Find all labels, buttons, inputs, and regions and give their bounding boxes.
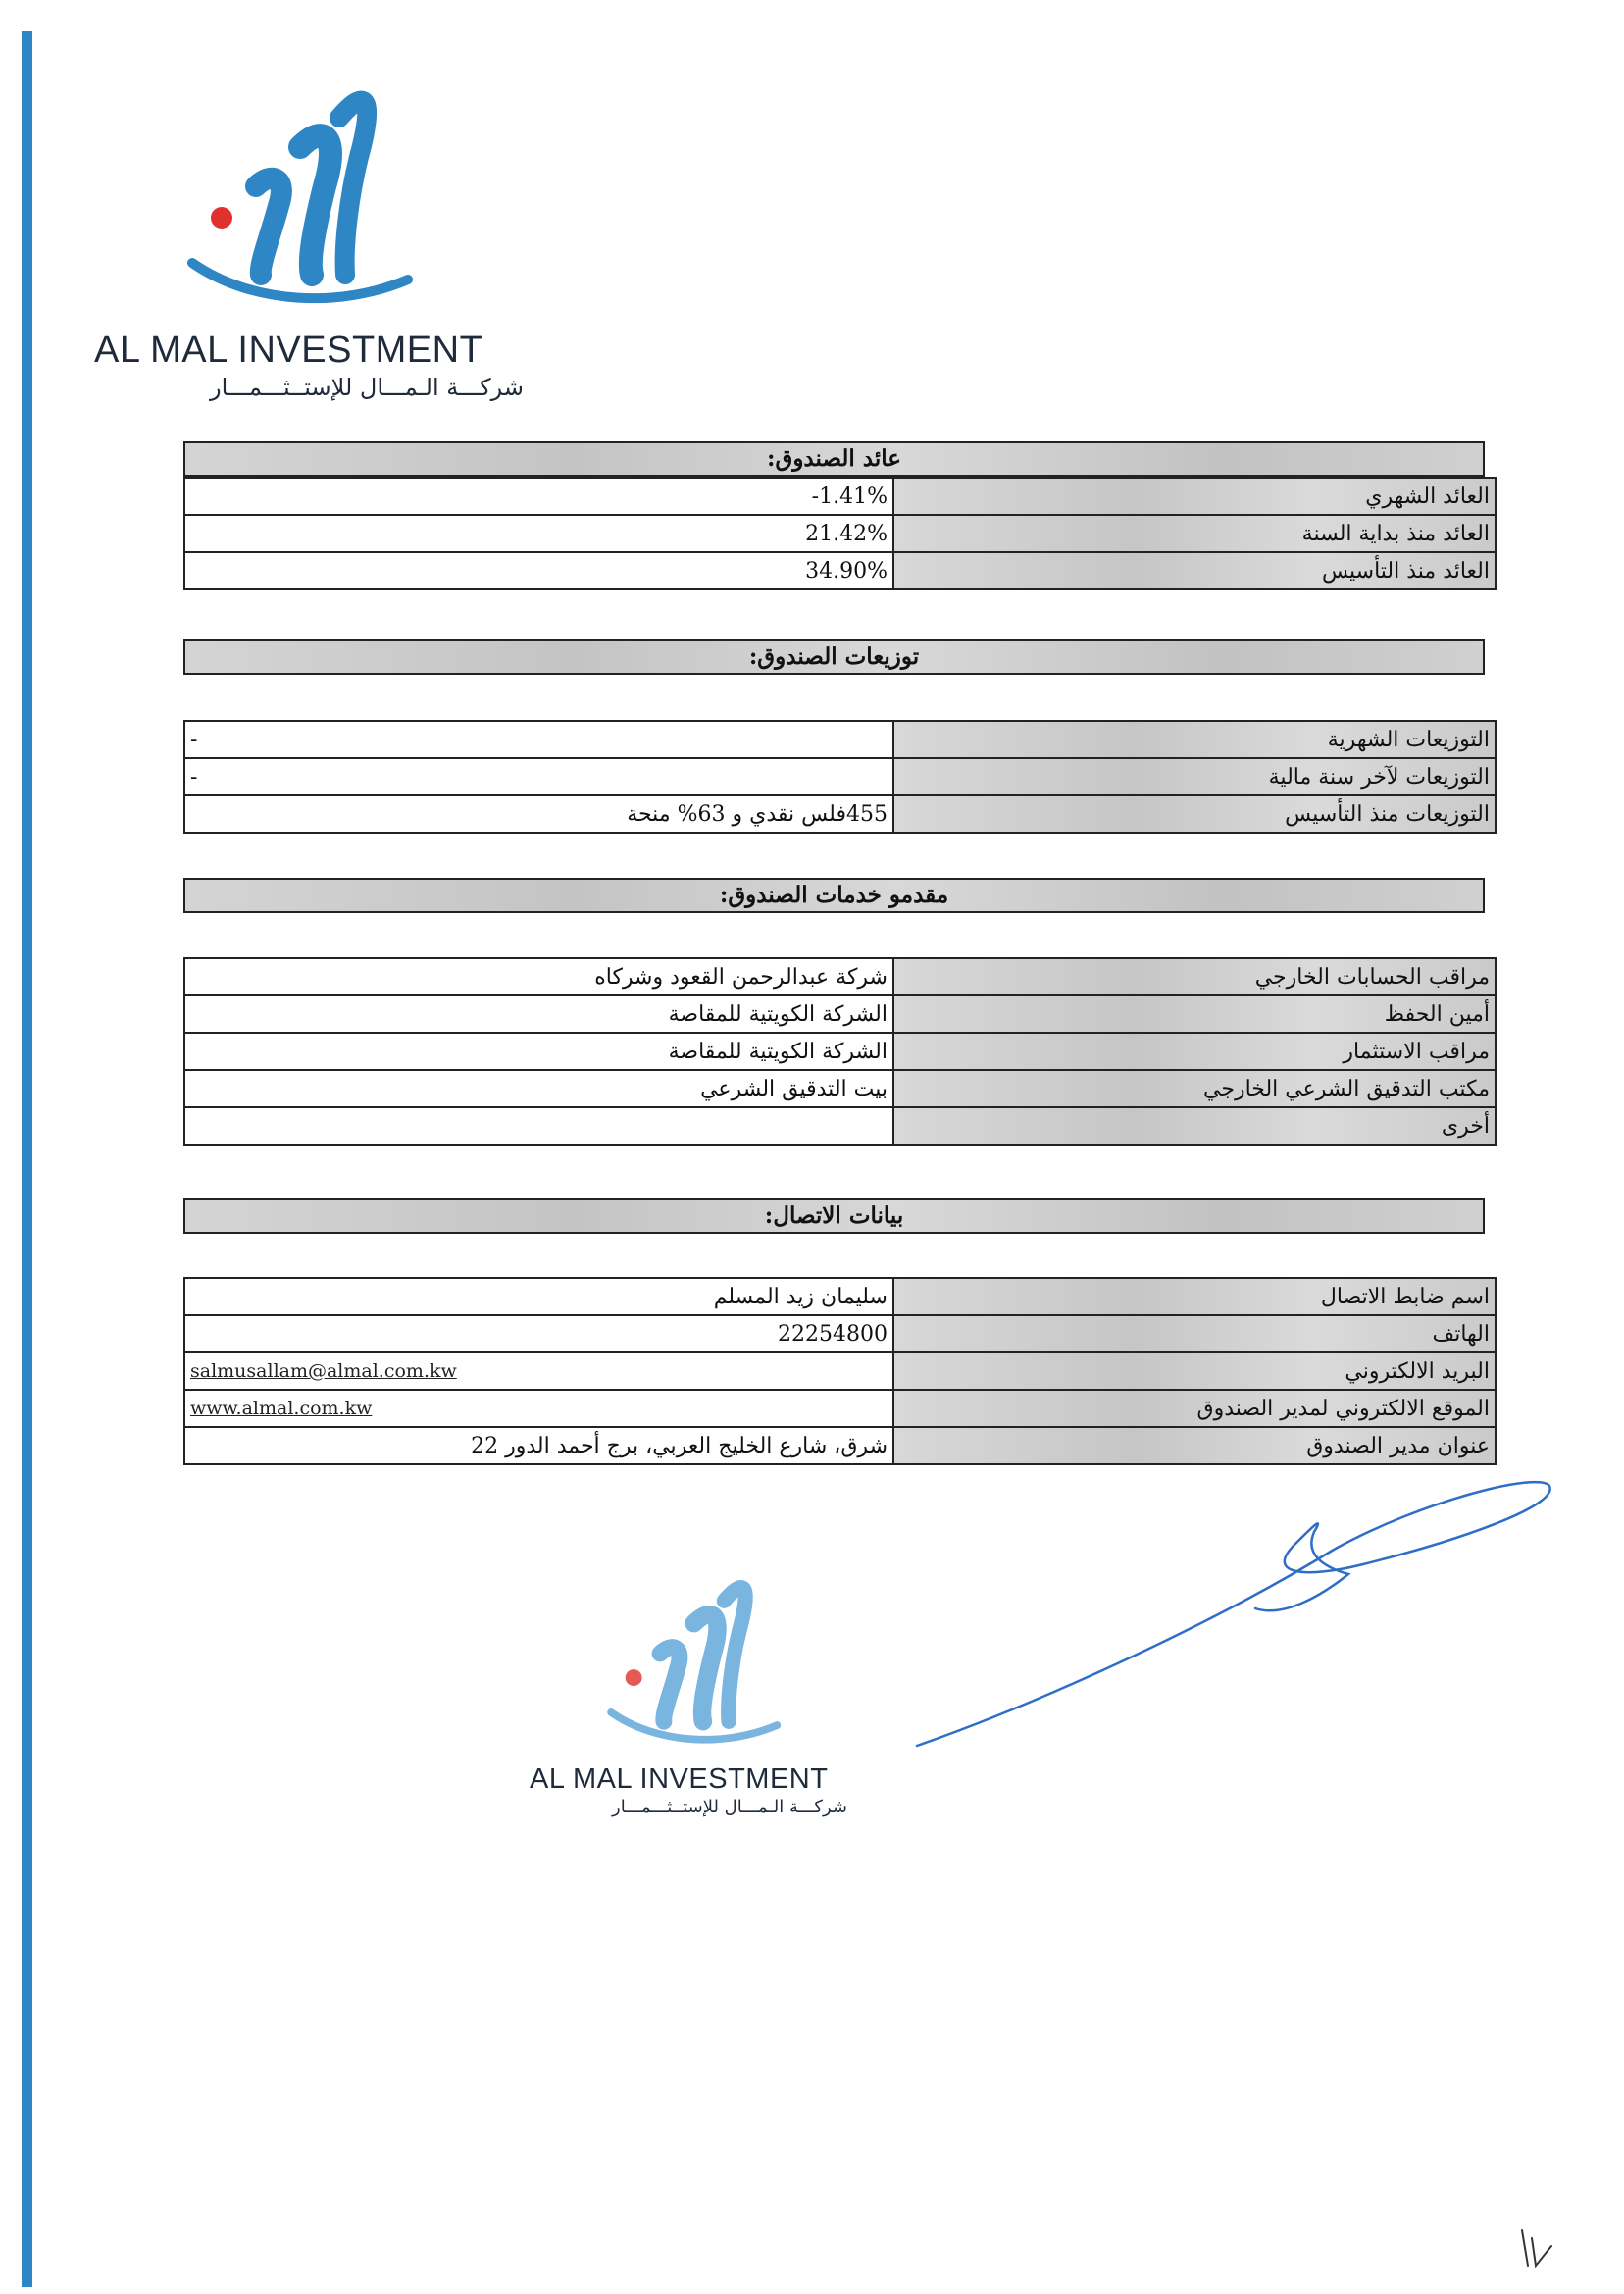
return-value: 21.42%: [184, 515, 893, 552]
table-row: [184, 552, 1496, 589]
contact-value: سليمان زيد المسلم: [184, 1278, 893, 1315]
table-row: [184, 478, 1496, 515]
contact-table: [183, 1277, 1497, 1465]
contact-email-link[interactable]: salmusallam@almal.com.kw: [184, 1352, 893, 1390]
providers-header: مقدمو خدمات الصندوق:: [183, 878, 1485, 913]
contact-label: البريد الالكتروني: [893, 1352, 1496, 1390]
table-row: [184, 721, 1496, 758]
return-value: 34.90%: [184, 552, 893, 589]
al-mal-logo-icon: [163, 78, 418, 324]
distribution-label: التوزيعات منذ التأسيس: [893, 795, 1496, 833]
contact-label: عنوان مدير الصندوق: [893, 1427, 1496, 1464]
signature-icon: [912, 1461, 1559, 1775]
al-mal-stamp-icon: [588, 1569, 785, 1760]
table-row: [184, 1278, 1496, 1315]
distribution-label: التوزيعات الشهرية: [893, 721, 1496, 758]
table-row: [184, 795, 1496, 833]
provider-label: أخرى: [893, 1107, 1496, 1145]
contact-phone: 22254800: [184, 1315, 893, 1352]
table-row: [184, 1390, 1496, 1427]
table-row: [184, 958, 1496, 995]
table-row: [184, 1427, 1496, 1464]
providers-table: [183, 957, 1497, 1146]
blue-edge-bar: [22, 31, 32, 2287]
contact-label: الهاتف: [893, 1315, 1496, 1352]
table-row: [184, 758, 1496, 795]
brand-name-en: AL MAL INVESTMENT: [94, 330, 483, 371]
return-value: -1.41%: [184, 478, 893, 515]
distributions-header: توزيعات الصندوق:: [183, 639, 1485, 675]
provider-value: شركة عبدالرحمن القعود وشركاه: [184, 958, 893, 995]
table-row: [184, 1033, 1496, 1070]
distribution-value: -: [184, 758, 893, 795]
contact-value: شرق، شارع الخليج العربي، برج أحمد الدور 22: [184, 1427, 893, 1464]
distributions-table: [183, 720, 1497, 834]
fund-return-table: [183, 477, 1497, 590]
provider-value: بيت التدقيق الشرعي: [184, 1070, 893, 1107]
stamp-brand-name-ar: شركـــة الـمـــال للإستــثـــمـــار: [612, 1797, 847, 1817]
table-row: [184, 1070, 1496, 1107]
company-stamp: [530, 1569, 847, 1834]
return-label: العائد منذ بداية السنة: [893, 515, 1496, 552]
contact-label: الموقع الالكتروني لمدير الصندوق: [893, 1390, 1496, 1427]
return-label: العائد الشهري: [893, 478, 1496, 515]
table-row: [184, 515, 1496, 552]
website-link[interactable]: www.almal.com.kw: [184, 1390, 893, 1427]
provider-value: [184, 1107, 893, 1145]
table-row: [184, 1315, 1496, 1352]
provider-label: أمين الحفظ: [893, 995, 1496, 1033]
fund-return-header: عائد الصندوق:: [183, 441, 1485, 477]
distribution-value: 455فلس نقدي و 63% منحة: [184, 795, 893, 833]
provider-label: مكتب التدقيق الشرعي الخارجي: [893, 1070, 1496, 1107]
provider-value: الشركة الكويتية للمقاصة: [184, 995, 893, 1033]
contact-header: بيانات الاتصال:: [183, 1198, 1485, 1234]
provider-label: مراقب الحسابات الخارجي: [893, 958, 1496, 995]
brand-name-ar: شركـــة الـمـــال للإستــثـــمـــار: [210, 374, 524, 401]
initials-mark-icon: [1518, 2226, 1557, 2270]
stamp-brand-name-en: AL MAL INVESTMENT: [530, 1763, 829, 1795]
table-row: [184, 1352, 1496, 1390]
contact-label: اسم ضابط الاتصال: [893, 1278, 1496, 1315]
table-row: [184, 1107, 1496, 1145]
distribution-value: -: [184, 721, 893, 758]
provider-label: مراقب الاستثمار: [893, 1033, 1496, 1070]
company-logo: [94, 78, 524, 412]
return-label: العائد منذ التأسيس: [893, 552, 1496, 589]
provider-value: الشركة الكويتية للمقاصة: [184, 1033, 893, 1070]
distribution-label: التوزيعات لآخر سنة مالية: [893, 758, 1496, 795]
table-row: [184, 995, 1496, 1033]
